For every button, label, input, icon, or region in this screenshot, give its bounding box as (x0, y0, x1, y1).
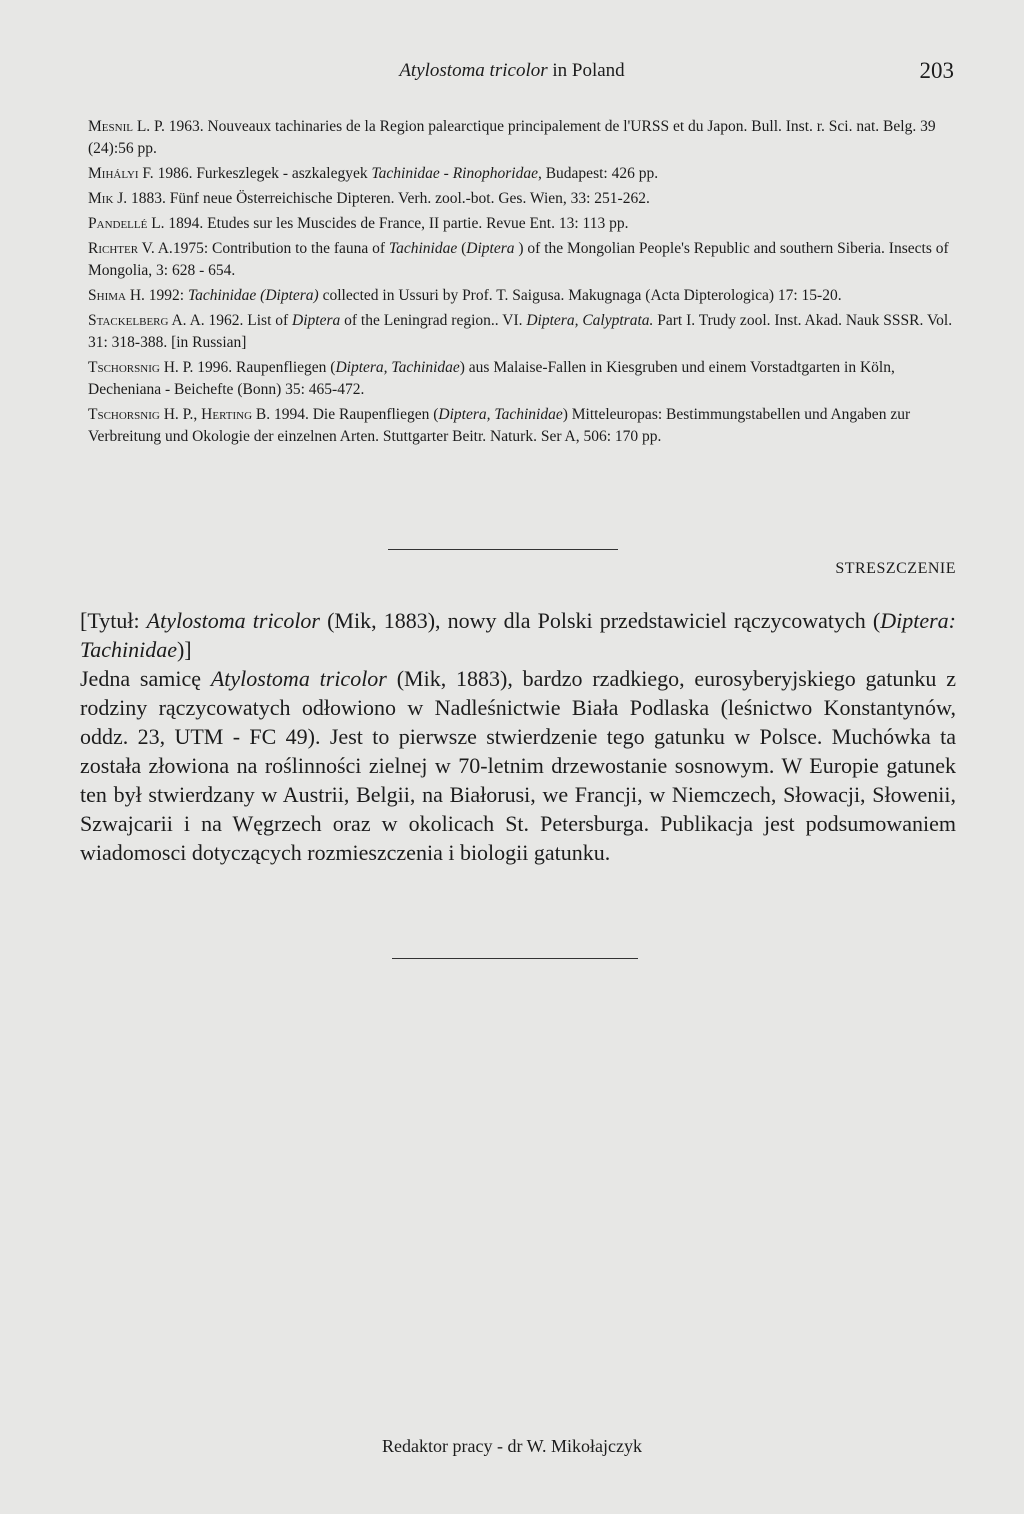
reference-text: ) aus Malaise-Fallen in Kiesgruben und einem Vorstadtgarten in Köln, Decheniana - Beichefte (Bonn) 35: 465-472. (88, 359, 895, 398)
reference-text: 1986. Furkeszlegek - aszkalegyek (153, 165, 372, 182)
reference-italic: Diptera, Tachinidae (335, 359, 460, 376)
reference-text: 1963. Nouveaux tachinaries de la Region palearctique principalement de l'URSS et du Japon. Bull. Inst. r. Sci. nat. Belg. 39 (24):56 pp. (88, 118, 936, 157)
reference-text: ) of the Mongolian People's Republic and southern Siberia. Insects of Mongolia, 3: 628 - 654. (88, 240, 949, 279)
reference-item (88, 163, 956, 185)
reference-text: ) Mitteleuropas: Bestimmungstabellen und Angaben zur Verbreitung und Okologie der einzelnen Arten. Stuttgarter Beitr. Naturk. Ser A, 506: 170 pp. (88, 406, 911, 445)
reference-author: Pandellé L. (88, 215, 165, 232)
abstract-body-text: (Mik, 1883), bardzo rzadkiego, eurosyberyjskiego gatunku z rodziny rączycowatych odłowiono w Nadleśnictwie Biała Podlaska (leśnictwo Konstantynów, oddz. 23, UTM - FC 49). Jest to pierwsze stwierdzenie tego gatunku w Polsce. Muchówka ta została złowiona na roślinności zielnej w 70-letnim drzewostanie sosnowym. W Europie gatunek ten był stwierdzany w Austrii, Belgii, na Białorusi, we Francji, w Niemczech, Słowacji, Słowenii, Szwajcarii i na Węgrzech oraz w okolicach St. Petersburga. Publikacja jest podsumowaniem wiadomosci dotyczących rozmieszczenia i biologii gatunku. (80, 666, 956, 865)
reference-author: Mesnil L. P. (88, 118, 165, 135)
reference-text: 1894. Etudes sur les Muscides de France, II partie. Revue Ent. 13: 113 pp. (164, 215, 629, 232)
reference-item (88, 188, 956, 210)
reference-italic: Tachinidae - Rinophoridae (371, 165, 538, 182)
reference-author: Mik J. (88, 190, 128, 207)
reference-item (88, 285, 956, 307)
reference-text: 1975: Contribution to the fauna of (172, 240, 389, 257)
abstract-heading: STRESZCZENIE (835, 560, 956, 577)
reference-text: 1992: (144, 287, 188, 304)
reference-item (88, 404, 956, 448)
reference-text: ( (457, 240, 467, 257)
reference-author: Richter V. A. (88, 240, 173, 257)
abstract-title-italic: Diptera: Tachinidae (80, 608, 956, 662)
editor-credit: Redaktor pracy - dr W. Mikołajczyk (382, 1436, 642, 1456)
abstract-title-text: )] (176, 637, 192, 662)
page-number: 203 (919, 58, 954, 83)
running-header (0, 60, 1024, 82)
reference-italic: Diptera (466, 240, 515, 257)
running-header-rest: in Poland (547, 60, 625, 81)
abstract-title-text: [Tytuł: (80, 608, 147, 633)
reference-author: Tschorsnig H. P. (88, 359, 194, 376)
reference-author: Stackelberg A. A. (88, 312, 205, 329)
section-divider (388, 549, 618, 550)
reference-text: , Budapest: 426 pp. (537, 165, 659, 182)
reference-author: Tschorsnig H. P., Herting B. (88, 406, 271, 423)
reference-text: collected in Ussuri by Prof. T. Saigusa. Makugnaga (Acta Dipterologica) 17: 15-20. (318, 287, 842, 304)
reference-text: 1994. Die Raupenfliegen ( (270, 406, 439, 423)
abstract-body (80, 664, 956, 867)
reference-text: of the Leningrad region.. VI. (340, 312, 527, 329)
abstract (80, 606, 956, 867)
reference-author: Shima H. (88, 287, 145, 304)
reference-italic: Tachinidae (Diptera) (187, 287, 319, 304)
reference-text: 1962. List of (204, 312, 293, 329)
reference-author: Mihályi F. (88, 165, 154, 182)
reference-italic: Diptera, Tachinidae (438, 406, 563, 423)
reference-text: 1883. Fünf neue Österreichische Dipteren. Verh. zool.-bot. Ges. Wien, 33: 251-262. (127, 190, 650, 207)
reference-italic: Tachinidae (388, 240, 458, 257)
abstract-body-italic: Atylostoma tricolor (210, 666, 387, 691)
reference-item (88, 213, 956, 235)
end-divider (392, 958, 638, 959)
reference-list (88, 116, 956, 451)
running-header-italic: Atylostoma tricolor (399, 60, 548, 81)
abstract-title (80, 606, 956, 664)
abstract-body-text: Jedna samicę (80, 666, 211, 691)
reference-item (88, 116, 956, 160)
reference-text: 1996. Raupenfliegen ( (193, 359, 336, 376)
reference-item (88, 310, 956, 354)
reference-italic: Diptera (292, 312, 341, 329)
reference-item (88, 357, 956, 401)
reference-item (88, 238, 956, 282)
reference-text: Part I. Trudy zool. Inst. Akad. Nauk SSSR. Vol. 31: 318-388. [in Russian] (88, 312, 953, 351)
abstract-title-text: (Mik, 1883), nowy dla Polski przedstawiciel rączycowatych ( (320, 608, 881, 633)
reference-italic: Diptera, Calyptrata. (526, 312, 654, 329)
abstract-title-italic: Atylostoma tricolor (146, 608, 320, 633)
